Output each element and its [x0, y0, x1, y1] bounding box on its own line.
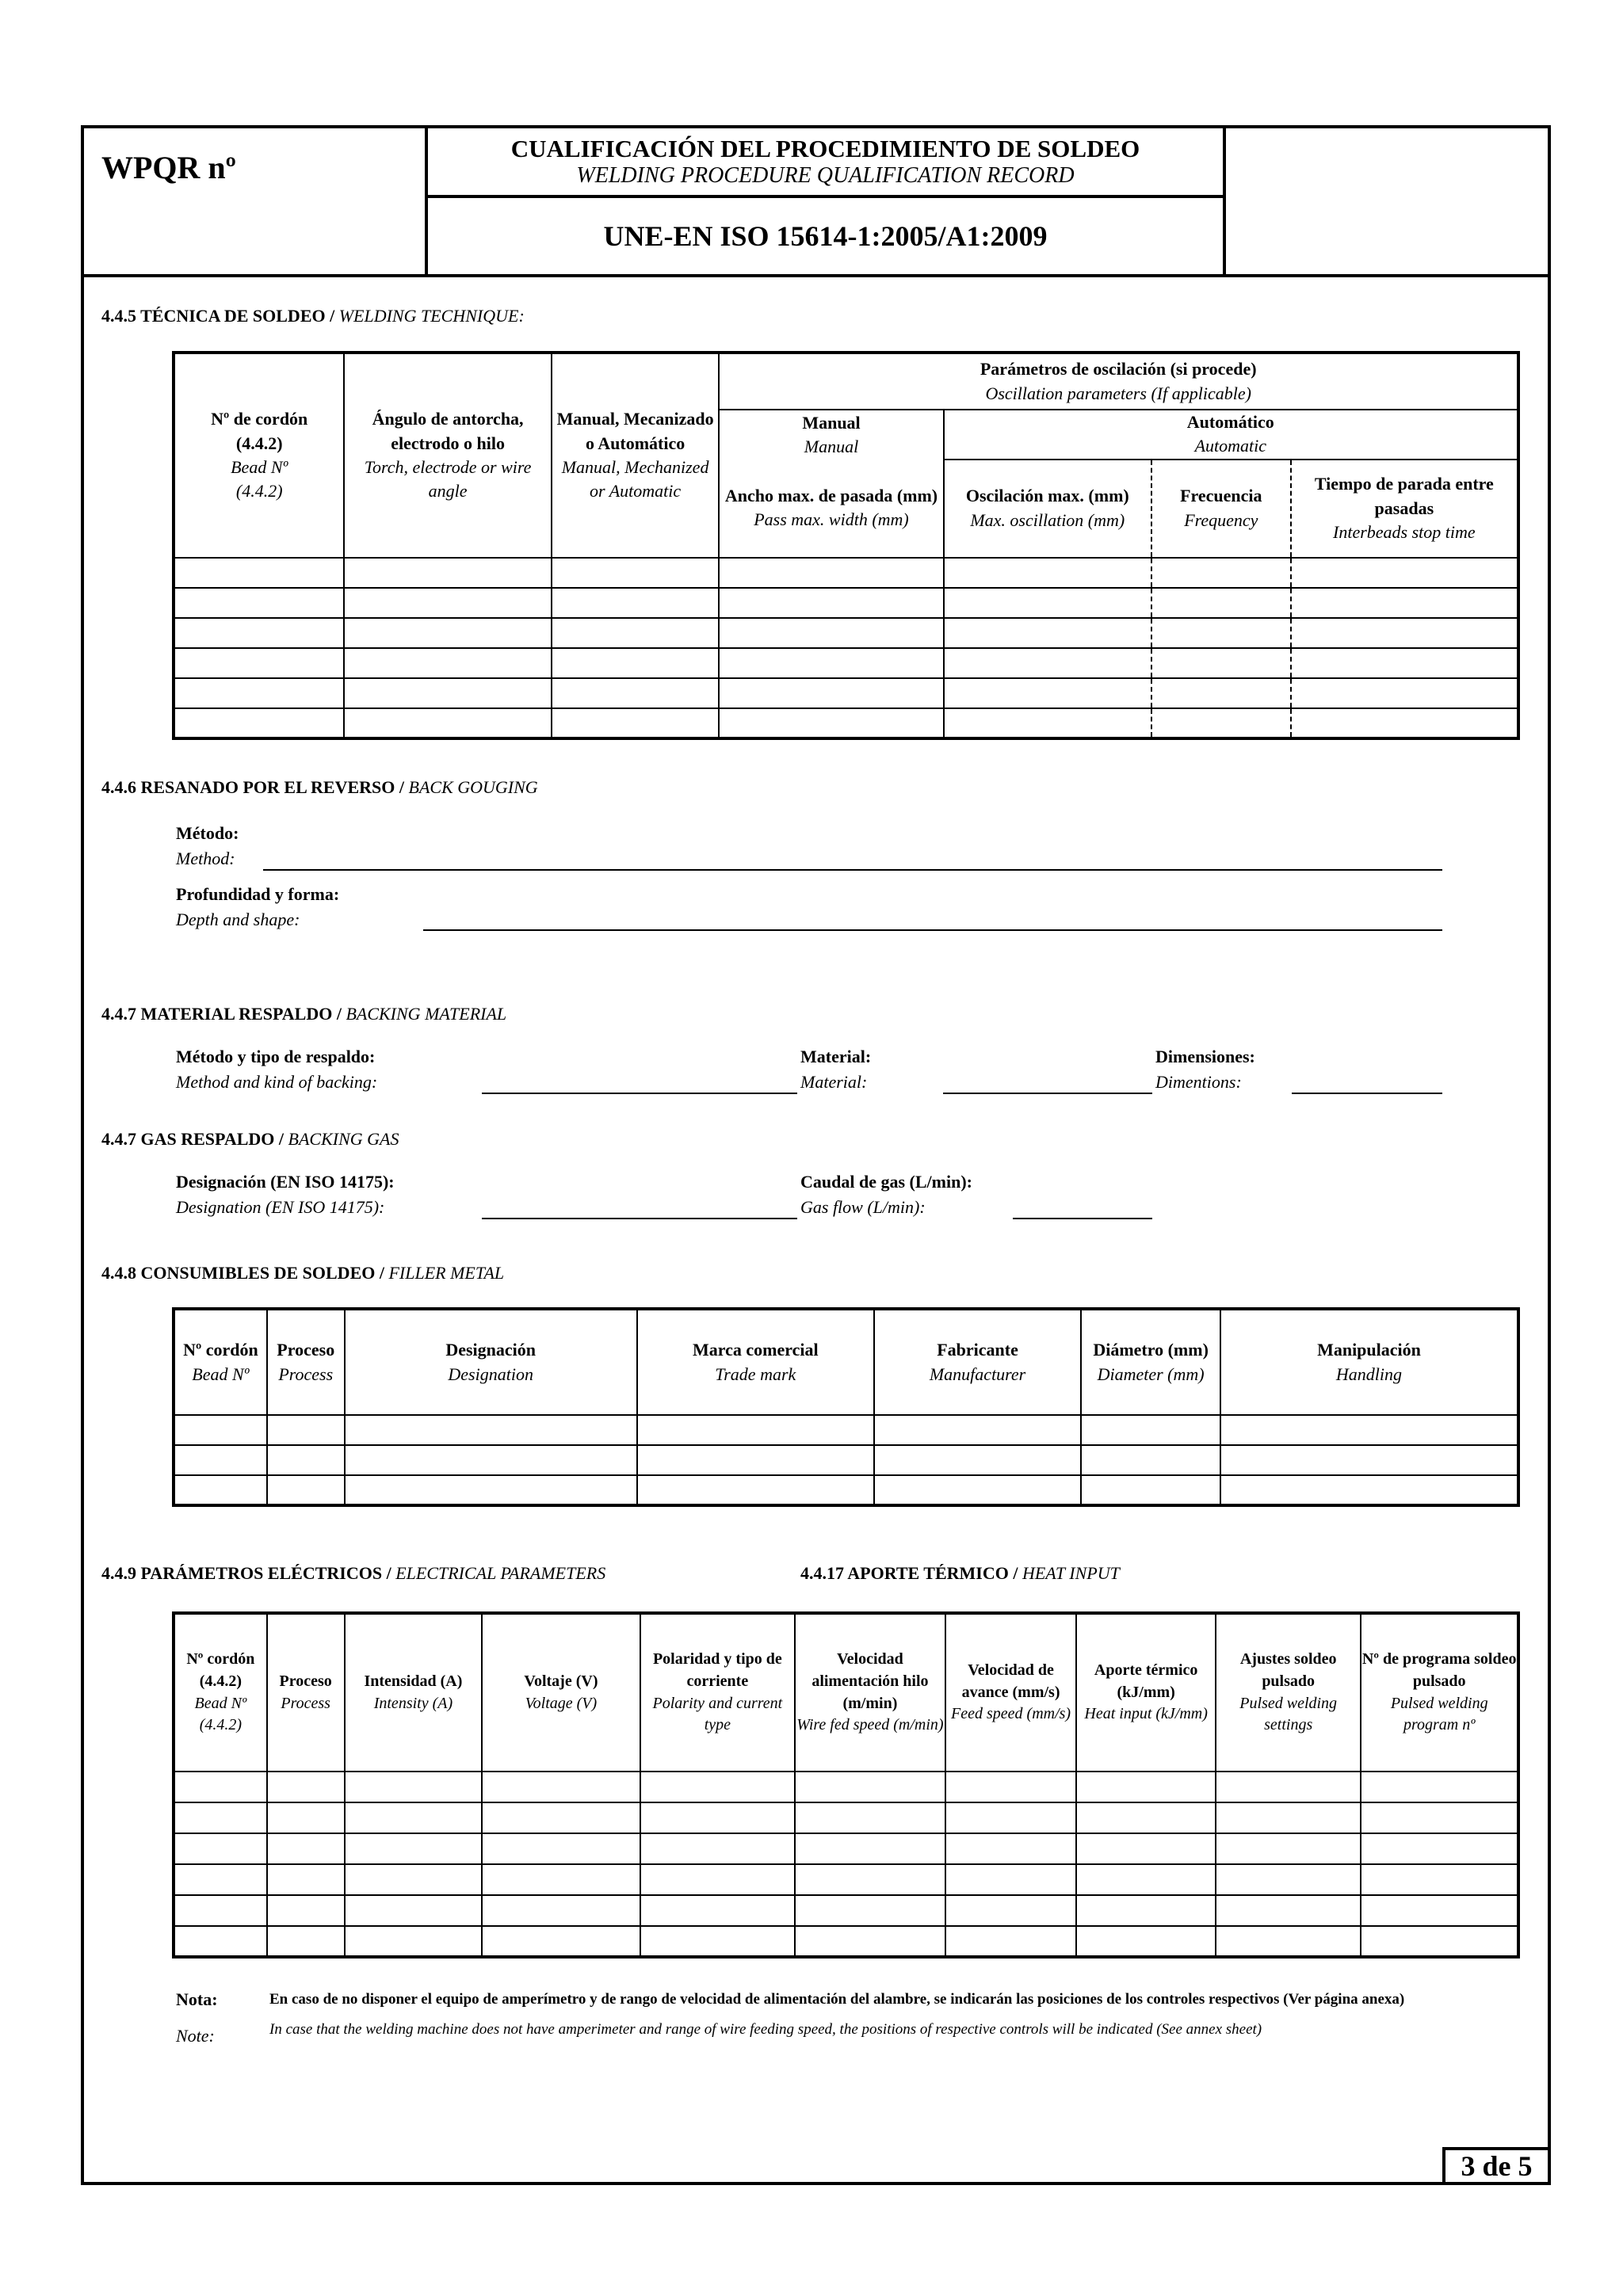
cell[interactable] — [345, 1864, 483, 1895]
table-row — [174, 1926, 1518, 1957]
col-stop-time: Tiempo de parada entre pasadas Interbeads stop time — [1291, 460, 1518, 558]
cell[interactable] — [1291, 618, 1518, 648]
col-bead: Nº cordón Bead Nº — [174, 1309, 267, 1415]
wpqr-label: WPQR nº — [101, 150, 236, 185]
cell[interactable] — [1151, 678, 1291, 708]
backing-method-label: Método y tipo de respaldo: Method and kind of backing: — [176, 1047, 378, 1092]
cell[interactable] — [174, 708, 344, 738]
col-bead: Nº de cordón (4.4.2) Bead Nº (4.4.2) — [174, 353, 344, 558]
col-voltage: Voltaje (V) Voltage (V) — [482, 1613, 640, 1772]
section-446-title: 4.4.6 RESANADO POR EL REVERSO / BACK GOUGING — [101, 777, 538, 797]
cell[interactable] — [795, 1772, 945, 1802]
col-process: Proceso Process — [267, 1613, 345, 1772]
cell[interactable] — [174, 1445, 267, 1475]
cell[interactable] — [1076, 1833, 1216, 1864]
cell[interactable] — [174, 1895, 267, 1926]
cell[interactable] — [482, 1926, 640, 1957]
section-447-title: 4.4.7 MATERIAL RESPALDO / BACKING MATERIAL — [101, 1004, 507, 1024]
cell[interactable] — [719, 618, 943, 648]
col-bead: Nº cordón (4.4.2) Bead Nº (4.4.2) — [174, 1613, 267, 1772]
section-448-title: 4.4.8 CONSUMIBLES DE SOLDEO / FILLER METAL — [101, 1263, 505, 1283]
cell[interactable] — [174, 618, 344, 648]
cell[interactable] — [344, 588, 551, 618]
col-intensity: Intensidad (A) Intensity (A) — [345, 1613, 483, 1772]
cell[interactable] — [552, 678, 720, 708]
cell[interactable] — [1076, 1772, 1216, 1802]
cell[interactable] — [482, 1802, 640, 1833]
cell[interactable] — [874, 1475, 1081, 1505]
table-row — [174, 1475, 1518, 1505]
cell[interactable] — [1151, 588, 1291, 618]
col-pulse-program: Nº de programa soldeo pulsado Pulsed welding program nº — [1361, 1613, 1518, 1772]
cell[interactable] — [267, 1415, 345, 1445]
cell[interactable] — [640, 1802, 796, 1833]
cell[interactable] — [719, 558, 943, 588]
cell[interactable] — [1076, 1802, 1216, 1833]
cell[interactable] — [944, 558, 1151, 588]
depth-label: Profundidad y forma: Depth and shape: — [176, 884, 340, 929]
table-row — [174, 1895, 1518, 1926]
cell[interactable] — [637, 1415, 874, 1445]
cell[interactable] — [174, 1833, 267, 1864]
col-frequency: Frecuencia Frequency — [1151, 460, 1291, 558]
cell[interactable] — [1151, 618, 1291, 648]
cell[interactable] — [344, 618, 551, 648]
table-row — [174, 1445, 1518, 1475]
table-row — [174, 1772, 1518, 1802]
cell[interactable] — [945, 1802, 1077, 1833]
cell[interactable] — [945, 1895, 1077, 1926]
table-row — [174, 1802, 1518, 1833]
electrical-table — [172, 1611, 1520, 1958]
cell[interactable] — [344, 558, 551, 588]
cell[interactable] — [1216, 1895, 1361, 1926]
title-en: WELDING PROCEDURE QUALIFICATION RECORD — [576, 163, 1075, 188]
cell[interactable] — [719, 708, 943, 738]
cell[interactable] — [267, 1772, 345, 1802]
cell[interactable] — [874, 1415, 1081, 1445]
cell[interactable] — [345, 1833, 483, 1864]
cell[interactable] — [344, 678, 551, 708]
cell[interactable] — [174, 1864, 267, 1895]
cell[interactable] — [1216, 1864, 1361, 1895]
title-es: CUALIFICACIÓN DEL PROCEDIMIENTO DE SOLDEO — [510, 135, 1140, 162]
col-pass-width: Ancho max. de pasada (mm) Pass max. width (mm) — [719, 460, 943, 558]
col-travel-speed: Velocidad de avance (mm/s) Feed speed (mm/s) — [945, 1613, 1077, 1772]
note-label: Nota: Note: — [176, 1989, 218, 2046]
backing-method-field[interactable] — [482, 1093, 797, 1094]
cell[interactable] — [267, 1833, 345, 1864]
cell[interactable] — [174, 1802, 267, 1833]
cell[interactable] — [1081, 1475, 1220, 1505]
cell[interactable] — [267, 1926, 345, 1957]
table-row — [174, 1415, 1518, 1445]
cell[interactable] — [345, 1895, 483, 1926]
table-row — [174, 1833, 1518, 1864]
cell[interactable] — [795, 1926, 945, 1957]
col-manual: Manual Manual — [719, 410, 943, 460]
cell[interactable] — [640, 1864, 796, 1895]
cell[interactable] — [1361, 1926, 1518, 1957]
table-row — [174, 588, 1518, 618]
table-row — [174, 1864, 1518, 1895]
cell[interactable] — [1291, 708, 1518, 738]
cell[interactable] — [719, 648, 943, 678]
cell[interactable] — [1081, 1415, 1220, 1445]
cell[interactable] — [174, 1475, 267, 1505]
col-angle: Ángulo de antorcha, electrodo o hilo Torch, electrode or wire angle — [344, 353, 551, 558]
cell[interactable] — [174, 678, 344, 708]
table-row — [174, 558, 1518, 588]
col-pulse-settings: Ajustes soldeo pulsado Pulsed welding settings — [1216, 1613, 1361, 1772]
table-row — [174, 708, 1518, 738]
cell[interactable] — [944, 678, 1151, 708]
cell[interactable] — [1151, 648, 1291, 678]
cell[interactable] — [945, 1833, 1077, 1864]
cell[interactable] — [719, 678, 943, 708]
cell[interactable] — [1220, 1415, 1518, 1445]
dimensions-field[interactable] — [1292, 1093, 1442, 1094]
cell[interactable] — [344, 708, 551, 738]
cell[interactable] — [267, 1475, 345, 1505]
col-manufacturer: Fabricante Manufacturer — [874, 1309, 1081, 1415]
note-text: En caso de no disponer el equipo de amperímetro y de rango de velocidad de alimentación del alambre, se indicarán las posiciones de los controles respectivos (Ver página anexa) In case that the welding machine does not have amperimeter and range of wire feeding speed, the positions of respective controls will be indicated (See annex sheet) — [269, 1991, 1405, 2038]
col-automatic: Automático Automatic — [944, 410, 1518, 460]
cell[interactable] — [945, 1926, 1077, 1957]
cell[interactable] — [1291, 558, 1518, 588]
cell[interactable] — [174, 588, 344, 618]
cell[interactable] — [267, 1895, 345, 1926]
gas-designation-field[interactable] — [482, 1218, 797, 1219]
col-diameter: Diámetro (mm) Diameter (mm) — [1081, 1309, 1220, 1415]
cell[interactable] — [174, 1772, 267, 1802]
section-4417-title: 4.4.17 APORTE TÉRMICO / HEAT INPUT — [800, 1563, 1120, 1583]
cell[interactable] — [267, 1802, 345, 1833]
cell[interactable] — [640, 1895, 796, 1926]
col-mode: Manual, Mecanizado o Automático Manual, Mechanized or Automatic — [552, 353, 720, 558]
cell[interactable] — [1361, 1802, 1518, 1833]
cell[interactable] — [1291, 678, 1518, 708]
depth-field[interactable] — [423, 929, 1442, 931]
cell[interactable] — [944, 708, 1151, 738]
page-number: 3 de 5 — [1442, 2147, 1551, 2185]
col-process: Proceso Process — [267, 1309, 345, 1415]
cell[interactable] — [1220, 1445, 1518, 1475]
blank-cell[interactable] — [1226, 128, 1548, 274]
cell[interactable] — [344, 648, 551, 678]
cell[interactable] — [1216, 1772, 1361, 1802]
cell[interactable] — [174, 1926, 267, 1957]
cell[interactable] — [482, 1864, 640, 1895]
cell[interactable] — [719, 588, 943, 618]
cell[interactable] — [1151, 708, 1291, 738]
gas-flow-field[interactable] — [1013, 1218, 1152, 1219]
col-handling: Manipulación Handling — [1220, 1309, 1518, 1415]
cell[interactable] — [640, 1926, 796, 1957]
cell[interactable] — [552, 588, 720, 618]
cell[interactable] — [874, 1445, 1081, 1475]
table-row — [174, 678, 1518, 708]
cell[interactable] — [345, 1415, 637, 1445]
form-header — [81, 125, 1551, 277]
material-label: Material: Material: — [800, 1047, 872, 1092]
cell[interactable] — [552, 618, 720, 648]
cell[interactable] — [640, 1833, 796, 1864]
cell[interactable] — [795, 1864, 945, 1895]
section-445-title: 4.4.5 TÉCNICA DE SOLDEO / WELDING TECHNIQUE: — [101, 306, 525, 326]
section-447-gas-title: 4.4.7 GAS RESPALDO / BACKING GAS — [101, 1129, 399, 1149]
cell[interactable] — [1076, 1926, 1216, 1957]
cell[interactable] — [945, 1772, 1077, 1802]
col-osc-max: Oscilación max. (mm) Max. oscillation (mm) — [944, 460, 1151, 558]
cell[interactable] — [267, 1445, 345, 1475]
gas-flow-label: Caudal de gas (L/min): Gas flow (L/min): — [800, 1172, 972, 1217]
cell[interactable] — [345, 1802, 483, 1833]
cell[interactable] — [345, 1772, 483, 1802]
cell[interactable] — [637, 1475, 874, 1505]
cell[interactable] — [1361, 1864, 1518, 1895]
cell[interactable] — [1216, 1802, 1361, 1833]
cell[interactable] — [1291, 648, 1518, 678]
cell[interactable] — [1361, 1833, 1518, 1864]
standard: UNE-EN ISO 15614-1:2005/A1:2009 — [603, 220, 1048, 252]
technique-table — [172, 351, 1520, 740]
cell[interactable] — [795, 1895, 945, 1926]
method-label: Método: Method: — [176, 823, 239, 868]
table-row — [174, 618, 1518, 648]
cell[interactable] — [174, 558, 344, 588]
cell[interactable] — [944, 648, 1151, 678]
cell[interactable] — [482, 1833, 640, 1864]
col-designation: Designación Designation — [345, 1309, 637, 1415]
cell[interactable] — [1081, 1445, 1220, 1475]
cell[interactable] — [640, 1772, 796, 1802]
cell[interactable] — [637, 1445, 874, 1475]
col-trade-mark: Marca comercial Trade mark — [637, 1309, 874, 1415]
cell[interactable] — [552, 558, 720, 588]
cell[interactable] — [1291, 588, 1518, 618]
cell[interactable] — [795, 1833, 945, 1864]
cell[interactable] — [552, 708, 720, 738]
dimensions-label: Dimensiones: Dimentions: — [1155, 1047, 1255, 1092]
material-field[interactable] — [943, 1093, 1152, 1094]
cell[interactable] — [944, 588, 1151, 618]
cell[interactable] — [482, 1772, 640, 1802]
col-oscillation: Parámetros de oscilación (si procede) Oscillation parameters (If applicable) — [719, 353, 1518, 410]
cell[interactable] — [795, 1802, 945, 1833]
method-field[interactable] — [263, 869, 1442, 871]
col-wire-speed: Velocidad alimentación hilo (m/min) Wire fed speed (m/min) — [795, 1613, 945, 1772]
table-row — [174, 648, 1518, 678]
cell[interactable] — [174, 1415, 267, 1445]
cell[interactable] — [174, 648, 344, 678]
cell[interactable] — [1220, 1475, 1518, 1505]
cell[interactable] — [1151, 558, 1291, 588]
title-cell — [428, 128, 1226, 274]
cell[interactable] — [1076, 1895, 1216, 1926]
filler-metal-table — [172, 1307, 1520, 1507]
cell[interactable] — [345, 1445, 637, 1475]
cell[interactable] — [1216, 1926, 1361, 1957]
col-heat-input: Aporte térmico (kJ/mm) Heat input (kJ/mm) — [1076, 1613, 1216, 1772]
wpqr-cell — [84, 128, 428, 274]
cell[interactable] — [1076, 1864, 1216, 1895]
cell[interactable] — [267, 1864, 345, 1895]
cell[interactable] — [945, 1864, 1077, 1895]
cell[interactable] — [345, 1926, 483, 1957]
section-449-title: 4.4.9 PARÁMETROS ELÉCTRICOS / ELECTRICAL PARAMETERS — [101, 1563, 606, 1583]
cell[interactable] — [482, 1895, 640, 1926]
gas-designation-label: Designación (EN ISO 14175): Designation (EN ISO 14175): — [176, 1172, 395, 1217]
cell[interactable] — [345, 1475, 637, 1505]
cell[interactable] — [944, 618, 1151, 648]
cell[interactable] — [552, 648, 720, 678]
cell[interactable] — [1216, 1833, 1361, 1864]
col-polarity: Polaridad y tipo de corriente Polarity and current type — [640, 1613, 796, 1772]
cell[interactable] — [1361, 1772, 1518, 1802]
cell[interactable] — [1361, 1895, 1518, 1926]
